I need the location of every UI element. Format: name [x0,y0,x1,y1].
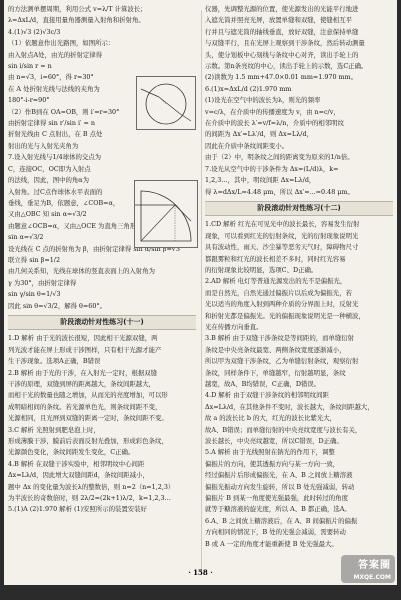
text-line: 得 λ=dΔx/L=4.48 μm，所以 Δx′=...=0.48 μm。 [205,187,354,196]
text-line: 因此 sin θ=√3/2，解得 θ=60°。 [8,301,106,310]
text-line: 因此在介质中条纹间距变小。 [205,141,289,150]
text-line: 射出的光与入射光夹角为 [8,141,79,150]
text-line: λ=ΔxL/d，直接用量角器测量入射角和折射角。 [8,16,145,25]
text-line: 的间距为 Δx′=Lλ′/d，则 Δx=Lλ/d， [205,130,313,139]
text-line: 生干涉现象。选项A正确，B错误 [8,357,101,366]
text-line: 折射光线由 C 点射出，在 B 点处 [8,130,103,139]
text-line: 偏振片 B 到某一角度使光强最强，此时转过的角度 [205,494,348,503]
text-line: 由几何关系知，光线在球体的竖直表面上的入射角为 [8,267,155,276]
text-line: 方向相同的情况下，B 处的光强会减弱，需要转动 [205,528,346,537]
text-line: 4.(1)√3 (2)√3c/3 [8,27,61,36]
text-line: 由入射点A处，由光的折射定律得 [8,50,103,59]
text-line: 故A、B错误；而单缝衍射的中央亮纹宽度与波长有关， [205,425,362,434]
text-line: (1)设光在空气中的波长为λ，则光的频率 [205,96,321,105]
text-line: sin γ/sin θ=1/√3 [8,290,61,299]
text-line: （1）依题意作出光路图，如图所示： [8,39,115,48]
text-line: 所以甲为双缝干涉条纹，乙为单缝衍射条纹，观察衍射 [205,357,359,366]
text-line: 的方法测单摆周期，利用公式 v=λ/T 计算波长； [8,5,147,13]
text-line: 1.D 解析 由于光的波长很短，因此相干光源双缝，两 [8,334,158,343]
section-heading: 阶段滚动针对性练习(十一) [8,315,196,330]
text-line: 形成薄膜干涉，膜前后表面反射光叠加，形成彩色条纹， [8,437,168,446]
text-line: 经过偏振片后形成偏振光，在 A、B 之间放上糖溶液 [205,471,353,480]
text-line: 与双缝平行，且在光屏上观察到干涉条纹，然后转动测量 [205,39,365,48]
text-line: 3.B 解析 由于双缝干涉条纹是等间距的，而单缝衍射 [205,334,355,343]
text-line: 4.B 解析 在双缝干涉实验中，相邻明纹中心间距 [8,459,145,468]
text-line: 入射角。过C点作球体水平表面的 [8,187,103,196]
text-line: 行并且与遮光筒的轴线垂直，放好双缝，注意保持单缝 [205,27,359,36]
text-line: 垂线，垂足为B，依题意，∠COB=α， [8,198,120,207]
text-line: 越宽，故A、B均错误，C正确，D错误。 [205,380,321,388]
text-line: 为半波长的奇数倍时，则 2λ/2=(2k+1)λ/2，k=1,2,3… [8,494,171,503]
text-line: 由 n=√3，i=60°，得 r=30° [8,73,94,82]
text-line: 3.C 解析 光照射到肥皂泡上时， [8,425,100,434]
text-line: γ 为30°，由折射定律得 [8,278,77,287]
text-line: （2）作B到在 OA=OB，则 i′=r=30° [8,107,120,116]
text-line: 条纹是中央亮条纹最宽、两侧条纹宽度逐渐减小， [205,345,346,354]
text-line: 现象，可以看到红光的衍射条纹，光的衍射现象说明光 [205,231,359,240]
text-line: 光以适当的角度入射到两种介质的分界面上时，反射光 [205,300,359,309]
text-line: 和折射光都是偏振光。光的偏振现象说明光是一种横波， [205,311,365,320]
text-line: 5.(1)A (2)1.970 解析 (1)安照所示的装置安装好 [8,505,147,514]
text-line: 偏振光振动方向发生旋转，所以 B 处光强减弱，转动 [205,482,355,491]
watermark-site-text: MXQE.COM [353,574,391,581]
text-line: Δx=Lλ/d，在其他条件不变时，波长越大，条纹间距越大， [205,402,374,411]
text-line: 条纹，同样条件下，单缝越窄，衍射越明显，条纹 [205,368,346,377]
text-line: 头，使分划板中心刻线与条纹中心对齐，读出手轮上的 [205,50,359,59]
page-number: · 158 · [188,568,213,577]
text-line: 具有波动性，雨天、沙尘暴等恶劣天气时，障碍物尺寸 [205,243,359,252]
text-line: 又由△OBC 知 sin α=√3/2 [8,210,87,219]
text-line: 由题意∠OCB=α，又由△OCE 为直角三角形知 [8,221,143,230]
text-line: 干涉的原理，双缝到屏的距离越大，条纹间距越大， [8,380,155,388]
text-line: 1,2,3…，其中，明纹间距 Δx=Lλ/d， [205,176,316,185]
column-divider [201,10,202,575]
text-line: 题中 Δx 的变化量为波长λ的整数倍，则 n=2（n=1,2,3） [8,482,175,491]
text-line: C，连接OC，OC即为入射点 [8,164,91,173]
text-line: 7.设光从空气中的干涉条件为 Δx=(L/d)λ，k= [205,164,339,173]
watermark-logo-mark: 答案圈 [358,560,391,571]
circle-refraction-figure [136,76,196,130]
text-line: 7.设入射光线与1/4球体的交点为 [8,153,102,162]
text-line: 光源相同，且光屏到双缝的距离一定时，条纹间距不变。 [8,414,168,423]
text-line: 仪器，先调整光源的位置，使光源发出的光能平行地进 [205,5,359,13]
text-line: sin i/sin r = n [8,62,52,71]
text-line: v=c/λ，在介质中的传播速度为 v，由 n=c/v， [205,107,340,116]
text-line: B 或 A 一定的角度才能重新使 B 处光强最大。 [205,539,338,548]
text-line: 由折射定律得 sin r′/sin i′ = n [8,119,96,128]
text-line: 由于（2）中，明条纹之间的距离变为原来的1/n倍。 [205,153,354,162]
text-line: 4.D 解析 由于双缝干涉条纹的相邻明纹间距 [205,391,329,400]
text-line: 光在传播方向垂直。 [205,322,263,331]
text-line: 1.CD 解析 红光在可见光中的波长最长，容易发生衍射 [205,220,360,229]
text-line: 都跟雾粒和红光的波长相差不多时，同时红光容易 [205,254,346,263]
text-line: 在介质中的波长 λ′=v/f=λ/n，介质中的相邻明纹 [205,119,344,128]
text-line: 入遮光筒并照亮光屏，放置单缝和双缝，使缝相互平 [205,16,352,25]
text-line: 成明暗相间的条纹。若光源单色光，则条纹间距不变， [8,402,162,411]
text-line: sin α=√3/2 [8,233,44,242]
text-line: 的法线，因此，图中的角α为 [8,176,90,185]
text-line: 2.AD 解析 电灯等普通光源发出的光不是偏振光， [205,277,347,286]
text-line: 的衍射现象比较明显，选项C、D正确。 [205,265,318,274]
text-line: 在 A 处折射光线与法线的夹角为 [8,84,100,93]
text-line: 而是自然光，自然光通过偏振片以后成为偏振光，若 [205,288,352,297]
text-line: 180°-i-r=90° [8,96,50,105]
quarter-sphere-figure [134,180,198,248]
text-line: 6.A、B 之间放上糖溶液后，在 A、B 间偏振片的偏振 [205,516,358,525]
text-line: 列光波才能在屏上形成干涉图样，只有相干光源才能产 [8,345,162,354]
document-page [4,0,397,585]
text-line: 就等于糖溶液的旋光度，所以 A、B 都正确，选A。 [205,505,351,514]
text-line: 6.(1)x=ΔxL/d (2)1.970 mm [205,84,292,93]
section-heading: 阶段滚动针对性练习(十二) [205,201,393,216]
text-line: 设光线在 C 点的折射角为 β，由折射定律得 sin α/sin β=√3 [8,244,180,253]
text-line: 2.B 解析 由于光的干涉，在入射光一定时，根据双缝 [8,368,158,377]
text-line: 联立得 sin β=1/2 [8,255,61,264]
text-line: 波长越长，中央亮纹越宽，所以C错误，D正确。 [205,437,343,446]
right-column [205,4,393,550]
text-line: 偏振片的方向，使其透振方向与某一方向一致， [205,459,340,468]
text-line: Δx=Lλ/d，因此增大双缝间距d，条纹间距减小， [8,471,149,480]
text-line: 示数。第n条亮纹的中心，读出手轮上的示数，选C正确。 [205,62,368,71]
text-line: 故 a 的波长比 b 的大，红光的波长比紫光大， [205,414,337,423]
text-line: 光源颜色变化，条纹间距发生变化，C正确。 [8,448,135,457]
text-line: 5.A 解析 由于光线照射在钠光的作用下，调整 [205,448,335,457]
text-line: (2)读数为 1.5 mm+47.0×0.01 mm=1.970 mm。 [205,73,358,82]
text-line: 而相干光的数量也随之增加，从而光的亮度增加，可以形 [8,391,168,400]
